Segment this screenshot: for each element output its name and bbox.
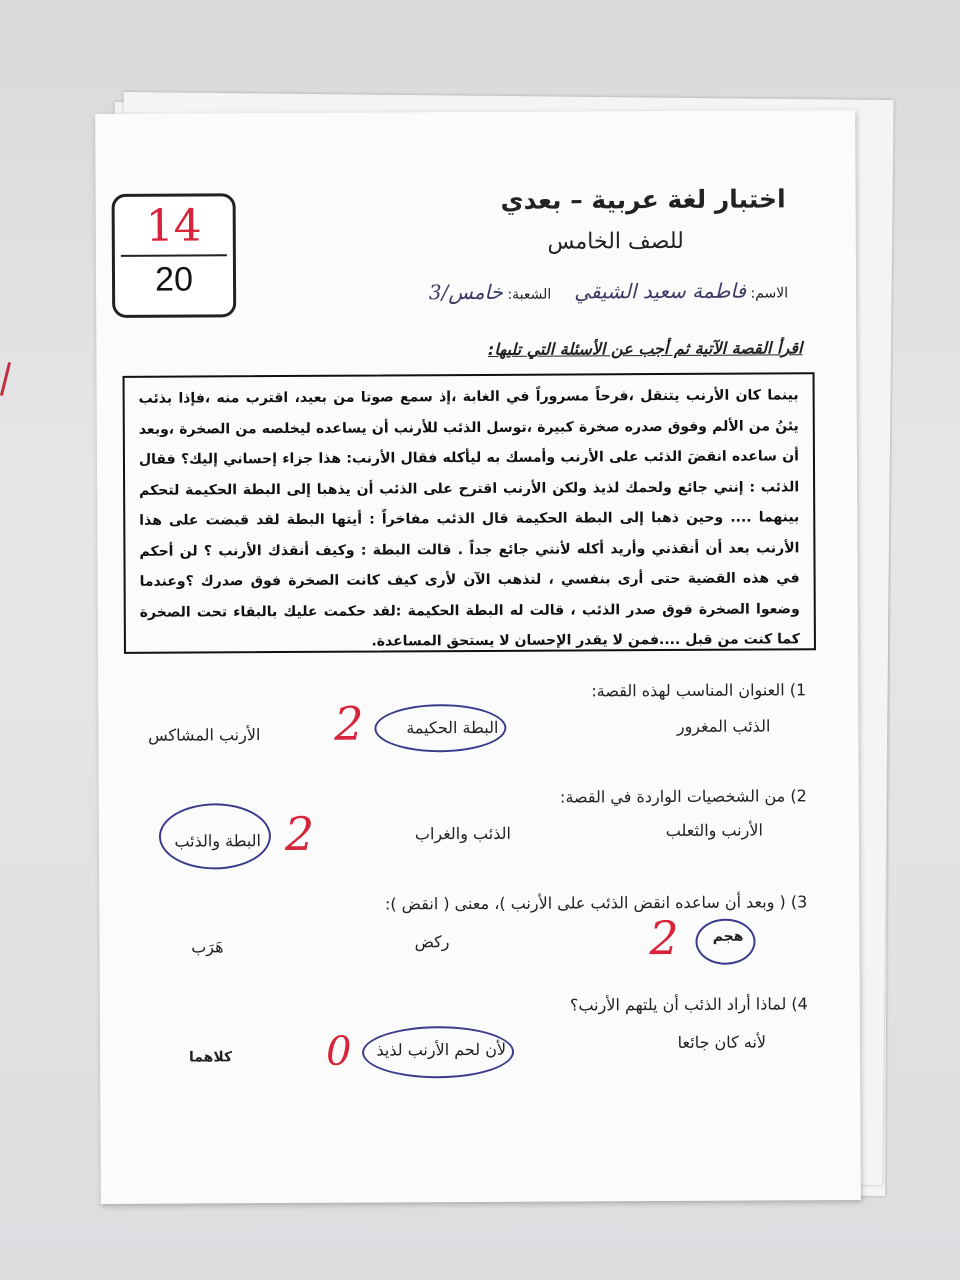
question-2-text: من الشخصيات الواردة في القصة: — [559, 786, 786, 807]
q1-option-3: الأرنب المشاكس — [148, 725, 261, 745]
q4-option-2: لأن لحم الأرنب لذيذ — [376, 1039, 507, 1060]
q4-score-mark: 0 — [325, 1028, 352, 1075]
q4-answer-circle — [362, 1026, 514, 1079]
exam-title: اختبار لغة عربية – بعدي — [500, 184, 786, 215]
question-4-text: لماذا أراد الذئب أن يلتهم الأرنب؟ — [569, 994, 787, 1015]
question-4-number: 4) — [791, 994, 808, 1014]
question-1 — [591, 680, 806, 700]
question-3-text: ( وبعد أن ساعده انقض الذئب على الأرنب )، معنى ( انقض ): — [384, 892, 786, 914]
section-label: الشعبة: — [507, 286, 552, 303]
exam-sheet — [95, 110, 861, 1204]
q3-score-mark: 2 — [649, 910, 679, 966]
student-name: فاطمة سعيد الشيقي — [574, 278, 747, 304]
q3-option-1: هجم — [712, 928, 744, 945]
score-box — [112, 193, 237, 318]
pen-stroke-mark — [0, 362, 11, 396]
student-info-row — [429, 278, 788, 304]
question-2-number: 2) — [790, 786, 807, 806]
q1-option-1: الذئب المغرور — [676, 716, 771, 736]
question-1-text: العنوان المناسب لهذه القصة: — [591, 680, 785, 701]
q3-option-3: هَرَب — [191, 937, 224, 957]
score-divider — [121, 254, 227, 257]
q2-option-2: الذئب والغراب — [414, 823, 511, 844]
q2-option-3: البطة والذئب — [174, 831, 262, 851]
story-passage: بينما كان الأرنب يتنقل ،فرحاً مسروراً في الغابة ،إذ سمع صوتا من بعيد، اقترب منه ،فإذا بذئب يئنُ من الألم وفوق صدره صخرة كبيرة ،توسل الذئب للأرنب أن يساعده ليخلصه من الصخرة ،وبعد أن ساعده انقضَ الذئب على الأرنب وأمسك به ليأكله فقال الأرنب: هذا جزاء إحساني إليك؟ فقال الذئب : إنني جائع ولحمك لذيذ ولكن الأرنب اقترح على الذئب أن يذهبا إلى البطة الحكيمة لتحكم بينهما .... وحين ذهبا إلى البطة الحكيمة قال الذئب مفاخراً : أيتها البطة لقد قبضت على هذا الأرنب بعد أن أنقذني وأريد أكله لأنني جائع جداً . قالت البطة : وكيف أنقذك الأرنب ؟ لن أحكم في هذه القضية حتى أرى بنفسي ، لنذهب الآن لأرى كيف كانت الصخرة فوق صدرك ؟وعندما وضعوا الصخرة فوق صدر الذئب ، قالت له البطة الحكيمة :لقد حكمت عليك بالبقاء تحت الصخرة كما كنت من قبل ....فمن لا يقدر الإحسان لا يستحق المساعدة. — [123, 372, 816, 654]
q2-answer-circle — [159, 803, 271, 870]
score-total: 20 — [154, 260, 194, 299]
q4-option-3: كلاهما — [188, 1049, 233, 1066]
section-value: خامس/3 — [428, 279, 504, 305]
question-2 — [560, 786, 807, 806]
q2-option-1: الأرنب والثعلب — [665, 820, 763, 841]
question-4 — [570, 994, 808, 1014]
q1-score-mark: 2 — [334, 696, 364, 751]
score-obtained: 14 — [145, 200, 202, 252]
grade-label: للصف الخامس — [547, 228, 684, 255]
q2-score-mark: 2 — [284, 806, 315, 862]
name-label: الاسم: — [750, 285, 789, 302]
question-1-number: 1) — [789, 680, 807, 700]
q4-option-1: لأنه كان جائعا — [677, 1032, 767, 1052]
reading-instruction: اقرأ القصة الآتية ثم أجب عن الأسئلة التي تليها: — [487, 338, 803, 359]
question-3 — [385, 892, 807, 913]
q1-option-2: البطة الحكيمة — [406, 717, 499, 738]
q3-answer-circle — [695, 919, 755, 965]
question-3-number: 3) — [790, 892, 808, 912]
q3-option-2: ركض — [414, 932, 450, 952]
q1-answer-circle — [374, 704, 506, 753]
